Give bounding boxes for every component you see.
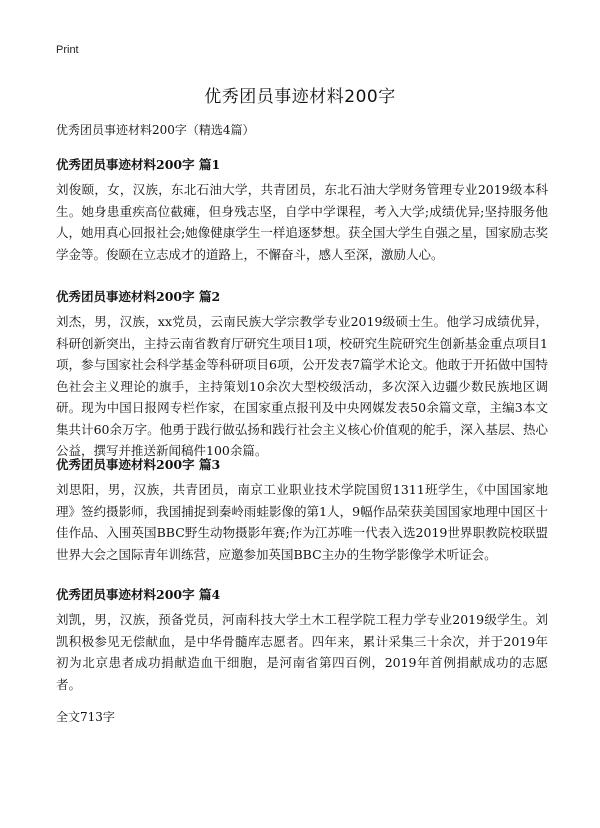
section-2-heading: 优秀团员事迹材料200字 篇2 (56, 289, 221, 304)
section-1-body: 刘俊颐，女，汉族，东北石油大学，共青团员，东北石油大学财务管理专业2019级本科生。她身患重疾高位截瘫，但身残志坚，自学中学课程，考入大学;成绩优异;坚持服务他人，她用真心回报社会;她像健康学生一样追逐梦想。获全国大学生自强之星，国家励志奖学金等。俊颐在立志成才的道路上，不懈奋斗，感人至深，激励人心。 (56, 182, 548, 262)
section-3-heading: 优秀团员事迹材料200字 篇3 (56, 457, 221, 472)
section-4-heading: 优秀团员事迹材料200字 篇4 (56, 587, 221, 602)
section-3-body: 刘思阳，男，汉族，共青团员，南京工业职业技术学院国贸1311班学生，《中国国家地理》签约摄影师，我国捕捉到秦岭雨蛙影像的第1人，9幅作品荣获美国国家地理中国区十佳作品、入围英国BBC野生动物摄影年赛;作为江苏唯一代表入选2019世界职教院校联盟世界大会之国际青年训练营，应邀参加英国BBC主办的生物学影像学术听证会。 (56, 482, 548, 562)
section-4-body: 刘凯，男，汉族，预备党员，河南科技大学土木工程学院工程力学专业2019级学生。刘凯积极参见无偿献血，是中华骨髓库志愿者。四年来，累计采集三十余次，并于2019年初为北京患者成功捐献造血干细胞，是河南省第四百例，2019年首例捐献成功的志愿者。 (56, 612, 548, 692)
document-subtitle: 优秀团员事迹材料200字（精选4篇） (56, 123, 255, 137)
section-2-body: 刘杰，男，汉族，xx党员，云南民族大学宗教学专业2019级硕士生。他学习成绩优异，科研创新突出，主持云南省教育厅研究生项目1项，校研究生院研究生创新基金重点项目1项，参与国家社会科学基金等科研项目6项，公开发表7篇学术论文。他敢于开拓做中国特色社会主义理论的旗手，主持策划10余次大型校级活动，多次深入边疆少数民族地区调研。现为中国日报网专栏作家，在国家重点报刊及中央网媒发表50余篇文章，主编3本文集共计60余万字。他勇于践行做弘扬和践行社会主义核心价值观的舵手，深入基层、热心公益，撰写并推送新闻稿件100余篇。 (56, 314, 548, 458)
print-label: Print (56, 44, 79, 56)
word-count: 全文713字 (56, 710, 115, 724)
section-1-heading: 优秀团员事迹材料200字 篇1 (56, 157, 221, 172)
document-title: 优秀团员事迹材料200字 (204, 87, 396, 107)
